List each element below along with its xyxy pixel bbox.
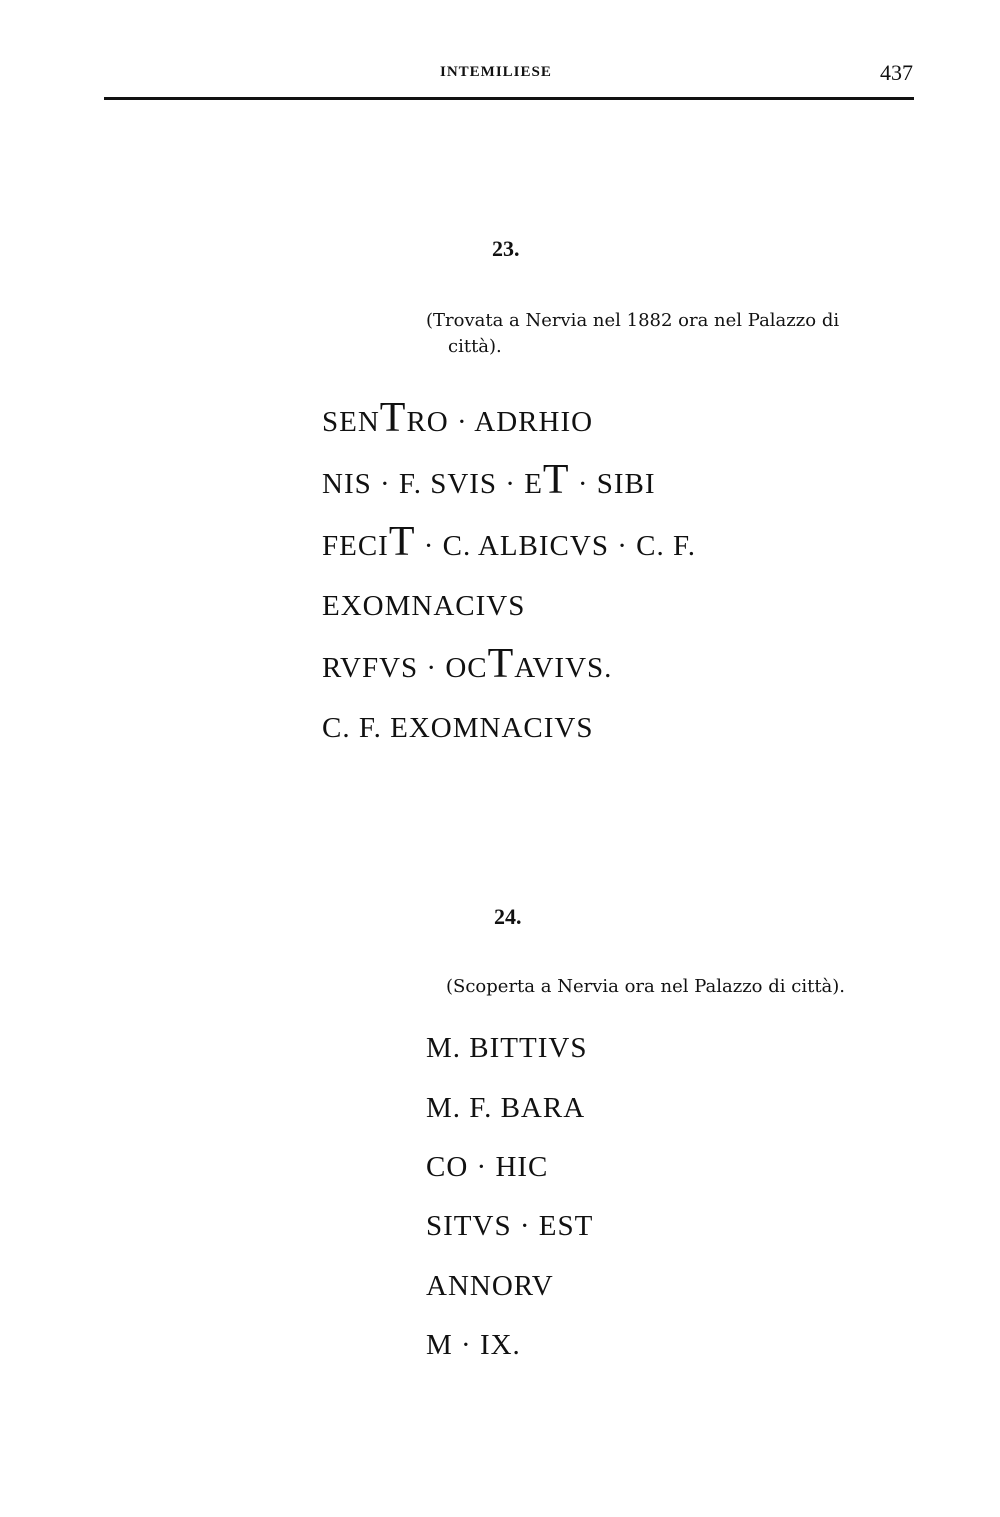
inscription-number-23: 23. [492, 236, 520, 261]
inscription-line: EXOMNACIVS [322, 590, 526, 622]
inscription-line: ANNORV [426, 1270, 554, 1302]
tall-letter: T [379, 395, 407, 441]
header-rule [104, 97, 914, 100]
line-text: RO · ADRHIO [406, 406, 594, 438]
inscription-line: SITVS · EST [426, 1210, 594, 1242]
note-line: (Scoperta a Nervia ora nel Palazzo di città). [446, 976, 846, 997]
tall-letter: T [388, 519, 416, 565]
inscription-line: C. F. EXOMNACIVS [322, 712, 594, 744]
inscription-line: M. F. BARA [426, 1092, 586, 1124]
line-text: RVFVS · OC [322, 652, 488, 684]
inscription-number-24: 24. [494, 904, 522, 929]
inscription-line [322, 519, 697, 565]
inscription-line: M. BITTIVS [426, 1032, 588, 1064]
line-text: · C. ALBICVS · C. F. [415, 530, 697, 562]
line-text: · SIBI [569, 468, 656, 500]
note-line: città). [448, 336, 502, 357]
running-header-title: INTEMILIESE [440, 64, 552, 80]
inscription-note-23 [426, 308, 839, 360]
tall-letter: T [487, 641, 515, 687]
line-text: AVIVS. [514, 652, 613, 684]
inscription-line [322, 641, 613, 687]
inscription-line: CO · HIC [426, 1151, 549, 1183]
note-line: (Trovata a Nervia nel 1882 ora nel Palazzo di [426, 310, 840, 331]
inscription-line [322, 395, 594, 441]
inscription-line [322, 457, 656, 503]
inscription-line: M · IX. [426, 1329, 521, 1361]
line-text: SEN [322, 406, 380, 438]
tall-letter: T [542, 457, 570, 503]
line-text: NIS · F. SVIS · E [322, 468, 543, 500]
inscription-note-24 [446, 974, 845, 1000]
line-text: FECI [322, 530, 389, 562]
page-number: 437 [880, 60, 913, 85]
